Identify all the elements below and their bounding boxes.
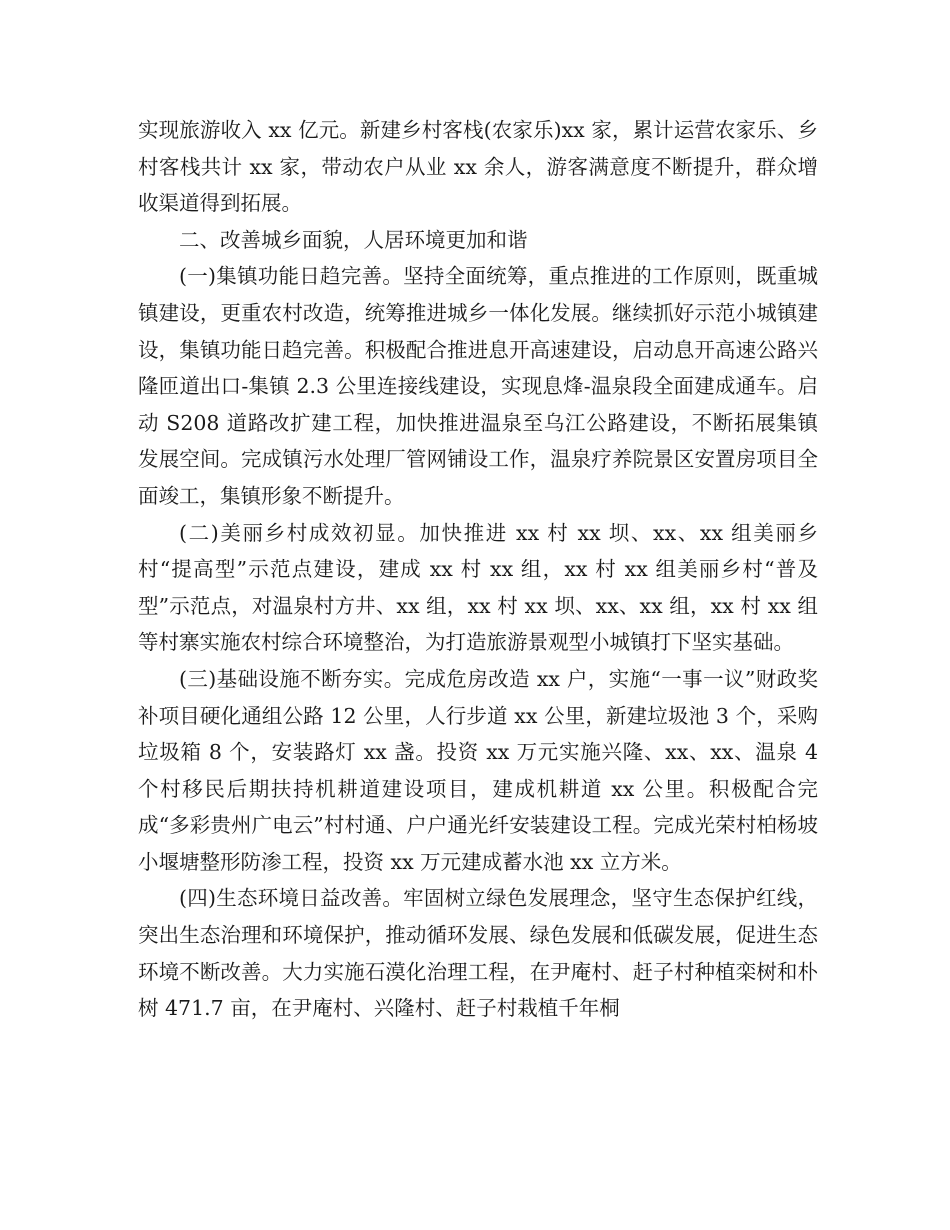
paragraph-ecology: (四)生态环境日益改善。牢固树立绿色发展理念，坚守生态保护红线，突出生态治理和环境保护，推动循环发展、绿色发展和低碳发展，促进生态环境不断改善。大力实施石漠化治理工程，在尹庵村、赶子村种植栾树和朴树 471.7 亩，在尹庵村、兴隆村、赶子村栽植千年桐 xyxy=(138,886,818,1021)
document-body xyxy=(138,112,818,1027)
section-heading-2: 二、改善城乡面貌，人居环境更加和谐 xyxy=(179,227,528,252)
paragraph-beautiful-village: (二)美丽乡村成效初显。加快推进 xx 村 xx 坝、xx、xx 组美丽乡村“提高型”示范点建设，建成 xx 村 xx 组，xx 村 xx 组美丽乡村“普及型”示范点，对温泉村方井、xx 组，xx 村 xx 坝、xx、xx 组，xx 村 xx 组等村寨实施农村综合环境整治，为打造旅游景观型小城镇打下坚实基础。 xyxy=(138,520,818,655)
paragraph-town-function: (一)集镇功能日趋完善。坚持全面统筹，重点推进的工作原则，既重城镇建设，更重农村改造，统筹推进城乡一体化发展。继续抓好示范小城镇建设，集镇功能日趋完善。积极配合推进息开高速建设，启动息开高速公路兴隆匝道出口-集镇 2.3 公里连接线建设，实现息烽-温泉段全面建成通车。启动 S208 道路改扩建工程，加快推进温泉至乌江公路建设，不断拓展集镇发展空间。完成镇污水处理厂管网铺设工作，温泉疗养院景区安置房项目全面竣工，集镇形象不断提升。 xyxy=(138,264,818,508)
paragraph-infrastructure: (三)基础设施不断夯实。完成危房改造 xx 户，实施“一事一议”财政奖补项目硬化通组公路 12 公里，人行步道 xx 公里，新建垃圾池 3 个，采购垃圾箱 8 个，安装路灯 xx 盏。投资 xx 万元实施兴隆、xx、xx、温泉 4 个村移民后期扶持机耕道建设项目，建成机耕道 xx 公里。积极配合完成“多彩贵州广电云”村村通、户户通光纤安装建设工程。完成光荣村柏杨坡小堰塘整形防渗工程，投资 xx 万元建成蓄水池 xx 立方米。 xyxy=(138,666,818,874)
paragraph-tourism-income: 实现旅游收入 xx 亿元。新建乡村客栈(农家乐)xx 家，累计运营农家乐、乡村客栈共计 xx 家，带动农户从业 xx 余人，游客满意度不断提升，群众增收渠道得到拓展。 xyxy=(138,118,818,216)
